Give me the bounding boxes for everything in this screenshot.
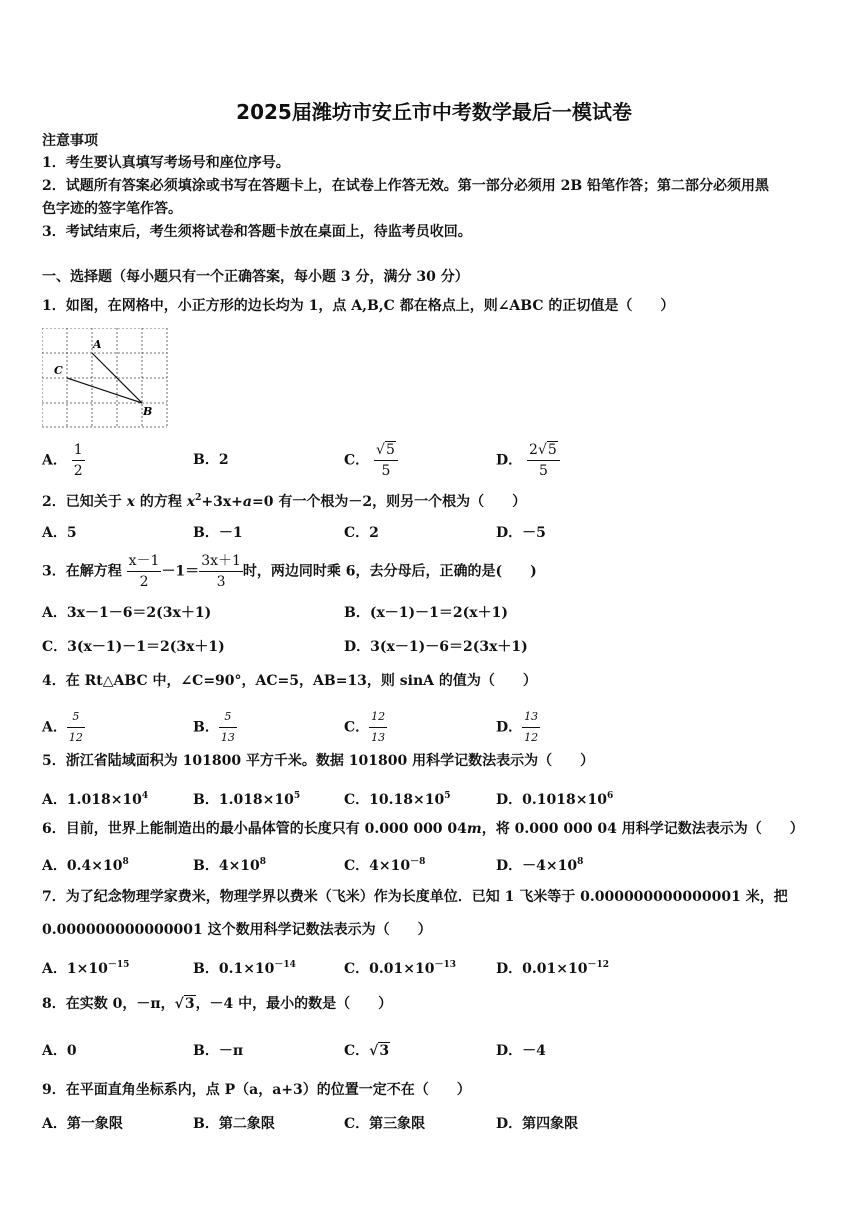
q7-option-c[interactable]: C．$0.01\times 10^{-13}$: [344, 960, 456, 977]
q7-stem-line-1: 7．为了纪念物理学家费米，物理学界以费米（飞米）作为长度单位．已知 1 飞米等于 0.000000000000001 米，把: [42, 889, 788, 905]
fraction: $\frac{2√5}{5}$: [527, 440, 560, 481]
q4-option-a[interactable]: A． $\frac{5}{12}$: [42, 707, 85, 748]
q7-option-a[interactable]: A．$1\times 10^{-15}$: [42, 960, 130, 977]
q1-option-d[interactable]: D． $\frac{2√5}{5}$: [496, 440, 560, 481]
point-a-label: A: [93, 338, 102, 351]
q5-option-d[interactable]: D．$0.1018\times 10^6$: [496, 791, 614, 808]
q3-option-c[interactable]: C．3(x－1)－1＝2(3x＋1): [42, 639, 225, 655]
q9-stem: 9．在平面直角坐标系内，点 P（a，a+3）的位置一定不在（ ）: [42, 1082, 471, 1098]
q6-stem: 6．目前，世界上能制造出的最小晶体管的长度只有 0.000 000 04m，将 0.000 000 04 用科学记数法表示为（ ）: [42, 821, 804, 837]
q4-option-b[interactable]: B． $\frac{5}{13}$: [193, 707, 237, 748]
q2-option-a[interactable]: A．5: [42, 525, 77, 541]
q4-option-d[interactable]: D． $\frac{13}{12}$: [496, 707, 540, 748]
q3-option-b[interactable]: B．(x－1)－1＝2(x＋1): [344, 605, 508, 621]
q3-option-d[interactable]: D．3(x－1)－6＝2(3x＋1): [344, 639, 528, 655]
q1-option-c[interactable]: C． $\frac{√5}{5}$: [344, 440, 398, 481]
q5-option-b[interactable]: B．$1.018\times 10^5$: [193, 791, 301, 808]
q1-grid-figure: [42, 328, 168, 428]
q8-option-a[interactable]: A．0: [42, 1043, 77, 1059]
q5-stem: 5．浙江省陆域面积为 101800 平方千米。数据 101800 用科学记数法表示为（ ）: [42, 753, 595, 769]
notice-item-2: 2．试题所有答案必须填涂或书写在答题卡上，在试卷上作答无效。第一部分必须用 2B 铅笔作答；第二部分必须用黑: [42, 178, 770, 194]
q2-option-d[interactable]: D．－5: [496, 525, 546, 541]
q8-option-c[interactable]: C．√3: [344, 1043, 390, 1059]
q7-option-b[interactable]: B．$0.1\times 10^{-14}$: [193, 960, 296, 977]
q2-option-b[interactable]: B．－1: [193, 525, 243, 541]
q7-option-d[interactable]: D．$0.01\times 10^{-12}$: [496, 960, 609, 977]
q4-option-c[interactable]: C． $\frac{12}{13}$: [344, 707, 387, 748]
segment-cb: [67, 378, 142, 403]
notice-item-2-cont: 色字迹的签字笔作答。: [42, 201, 182, 217]
q1-option-a[interactable]: A． $\frac{1}{2}$: [42, 442, 83, 479]
q8-option-b[interactable]: B．－π: [193, 1043, 244, 1059]
q9-option-c[interactable]: C．第三象限: [344, 1116, 426, 1132]
q9-option-a[interactable]: A．第一象限: [42, 1116, 123, 1132]
point-b-label: B: [143, 405, 153, 418]
notice-item-1: 1．考生要认真填写考场号和座位序号。: [42, 155, 290, 171]
q6-option-a[interactable]: A．$0.4\times 10^8$: [42, 857, 129, 874]
page-title: 2025届潍坊市安丘市中考数学最后一模试卷: [236, 100, 632, 124]
point-c-label: C: [54, 364, 63, 377]
q5-option-c[interactable]: C．$10.18\times 10^5$: [344, 791, 451, 808]
q1-stem: 1．如图，在网格中，小正方形的边长均为 1，点 A,B,C 都在格点上，则∠ABC 的正切值是（ ）: [42, 298, 675, 314]
notice-heading: 注意事项: [42, 133, 98, 149]
q6-option-d[interactable]: D．$-4\times 10^8$: [496, 857, 584, 874]
q2-option-c[interactable]: C．2: [344, 525, 379, 541]
q8-stem: 8．在实数 0，－π，√3，－4 中，最小的数是（ ）: [42, 996, 393, 1012]
fraction: $\frac{1}{2}$: [73, 442, 83, 479]
q6-option-b[interactable]: B．$4\times 10^8$: [193, 857, 267, 874]
q5-option-a[interactable]: A．$1.018\times 10^4$: [42, 791, 149, 808]
section-heading: 一、选择题（每小题只有一个正确答案，每小题 3 分，满分 30 分）: [42, 269, 469, 285]
q7-stem-line-2: 0.000000000000001 这个数用科学记数法表示为（ ）: [42, 922, 432, 938]
q3-option-a[interactable]: A．3x－1－6＝2(3x＋1): [42, 605, 212, 621]
q8-option-d[interactable]: D．－4: [496, 1043, 546, 1059]
fraction: $\frac{√5}{5}$: [374, 440, 398, 481]
notice-item-3: 3．考试结束后，考生须将试卷和答题卡放在桌面上，待监考员收回。: [42, 224, 472, 240]
q4-stem: 4．在 Rt△ABC 中，∠C=90°，AC=5，AB=13，则 sinA 的值为（ ）: [42, 673, 537, 689]
q9-option-d[interactable]: D．第四象限: [496, 1116, 579, 1132]
q6-option-c[interactable]: C．$4\times 10^{-8}$: [344, 857, 426, 874]
q1-option-b[interactable]: B．2: [193, 452, 229, 468]
q2-stem: 2．已知关于 x 的方程 $x^2+3x+a=0$ 有一个根为－2，则另一个根为（ ）: [42, 493, 527, 510]
q3-stem: 3．在解方程 $\frac{x-1}{2}$ －1＝ $\frac{3x+1}{3}$ 时，两边同时乘 6，去分母后，正确的是( ): [42, 553, 537, 590]
q9-option-b[interactable]: B．第二象限: [193, 1116, 275, 1132]
